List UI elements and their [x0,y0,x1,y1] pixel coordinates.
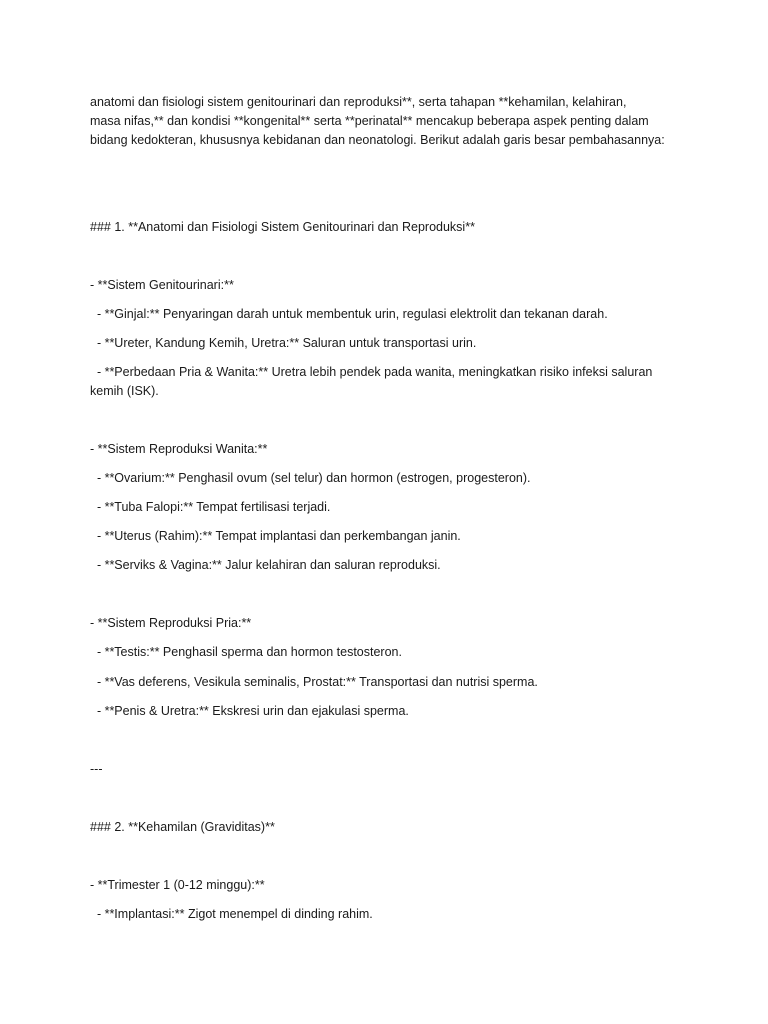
genitourinari-item-perbedaan: - **Perbedaan Pria & Wanita:** Uretra lebih pendek pada wanita, meningkatkan risiko infeksi saluran [90,365,653,379]
pria-item-vas: - **Vas deferens, Vesikula seminalis, Prostat:** Transportasi dan nutrisi sperma. [90,675,538,689]
genitourinari-title: - **Sistem Genitourinari:** [90,278,234,292]
wanita-item-tuba: - **Tuba Falopi:** Tempat fertilisasi terjadi. [90,500,331,514]
section-1-heading: ### 1. **Anatomi dan Fisiologi Sistem Genitourinari dan Reproduksi** [90,220,475,234]
wanita-title: - **Sistem Reproduksi Wanita:** [90,442,268,456]
trimester-1-title: - **Trimester 1 (0-12 minggu):** [90,878,265,892]
intro-line-1: anatomi dan fisiologi sistem genitourinari dan reproduksi**, serta tahapan **kehamilan, kelahiran, [90,95,627,109]
intro-line-2: masa nifas,** dan kondisi **kongenital** serta **perinatal** mencakup beberapa aspek penting dalam [90,114,649,128]
wanita-item-ovarium: - **Ovarium:** Penghasil ovum (sel telur) dan hormon (estrogen, progesteron). [90,471,531,485]
trimester-1-item-implantasi: - **Implantasi:** Zigot menempel di dinding rahim. [90,907,373,921]
wanita-item-serviks: - **Serviks & Vagina:** Jalur kelahiran dan saluran reproduksi. [90,558,441,572]
genitourinari-item-ginjal: - **Ginjal:** Penyaringan darah untuk membentuk urin, regulasi elektrolit dan tekanan darah. [90,307,608,321]
genitourinari-item-saluran: - **Ureter, Kandung Kemih, Uretra:** Saluran untuk transportasi urin. [90,336,477,350]
wanita-item-uterus: - **Uterus (Rahim):** Tempat implantasi dan perkembangan janin. [90,529,461,543]
pria-title: - **Sistem Reproduksi Pria:** [90,616,252,630]
pria-item-penis: - **Penis & Uretra:** Ekskresi urin dan ejakulasi sperma. [90,704,409,718]
pria-item-testis: - **Testis:** Penghasil sperma dan hormon testosteron. [90,645,402,659]
section-2-heading: ### 2. **Kehamilan (Graviditas)** [90,820,275,834]
intro-line-3: bidang kedokteran, khususnya kebidanan dan neonatologi. Berikut adalah garis besar pembahasannya: [90,133,665,147]
separator: --- [90,762,103,776]
genitourinari-item-perbedaan-cont: kemih (ISK). [90,384,159,398]
